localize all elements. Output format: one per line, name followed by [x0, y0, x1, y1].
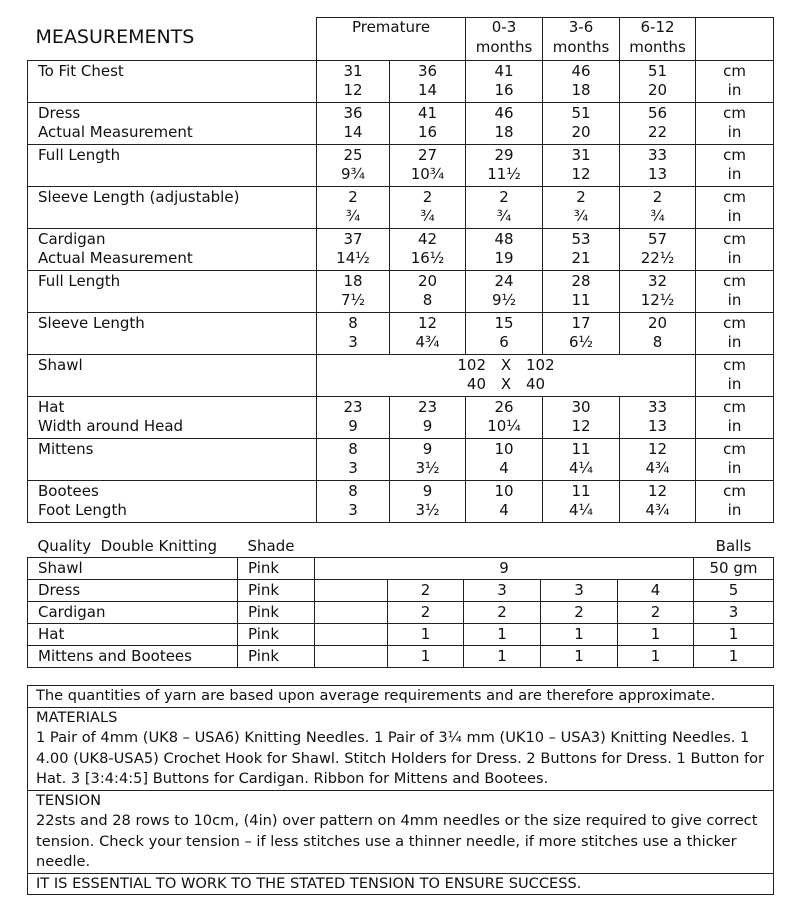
size-header-6-12: 6-12 months — [620, 18, 696, 61]
materials-section — [28, 707, 774, 790]
yarn-balls-value: 2 — [541, 602, 618, 624]
measurement-value: 26 10¼ — [466, 396, 543, 438]
measurement-value: 2 ¾ — [466, 186, 543, 228]
measurements-header-row — [28, 18, 774, 61]
measurement-label: Dress Actual Measurement — [28, 102, 317, 144]
measurement-unit: cm in — [696, 438, 774, 480]
measurement-value: 46 18 — [543, 60, 620, 102]
quantities-note: The quantities of yarn are based upon average requirements and are therefore approximate. — [28, 686, 774, 708]
tension-heading: TENSION — [36, 791, 102, 809]
measurement-value: 53 21 — [543, 228, 620, 270]
measurements-table — [27, 17, 774, 523]
measurement-value: 17 6½ — [543, 312, 620, 354]
measurement-row — [28, 228, 774, 270]
measurement-unit: cm in — [696, 396, 774, 438]
yarn-balls-value: 2 — [388, 580, 464, 602]
yarn-shade: Pink — [238, 646, 315, 668]
yarn-item-label: Dress — [28, 580, 238, 602]
measurement-unit: cm in — [696, 354, 774, 396]
measurement-value: 25 9¾ — [317, 144, 390, 186]
yarn-balls-value: 2 — [464, 602, 541, 624]
measurement-label: Full Length — [28, 144, 317, 186]
yarn-balls-value: 3 — [464, 580, 541, 602]
measurement-label: To Fit Chest — [28, 60, 317, 102]
yarn-spacer — [315, 624, 388, 646]
shade-label: Shade — [247, 537, 295, 555]
measurement-value: 18 7½ — [317, 270, 390, 312]
yarn-item-label: Cardigan — [28, 602, 238, 624]
measurement-label: Hat Width around Head — [28, 396, 317, 438]
measurement-row — [28, 144, 774, 186]
yarn-shade: Pink — [238, 624, 315, 646]
yarn-weight: 50 gm — [694, 558, 774, 580]
measurement-value: 42 16½ — [390, 228, 466, 270]
yarn-balls-value: 1 — [541, 624, 618, 646]
measurement-row — [28, 480, 774, 522]
measurement-row — [28, 186, 774, 228]
yarn-row — [28, 624, 774, 646]
measurement-row — [28, 102, 774, 144]
measurement-value: 23 9 — [317, 396, 390, 438]
measurement-value: 56 22 — [620, 102, 696, 144]
measurement-value: 8 3 — [317, 480, 390, 522]
measurement-row-shawl — [28, 354, 774, 396]
yarn-item-label: Mittens and Bootees — [28, 646, 238, 668]
yarn-balls-value: 3 — [541, 580, 618, 602]
measurement-row — [28, 312, 774, 354]
yarn-balls-value: 1 — [618, 646, 694, 668]
shawl-size-value: 102 X 102 40 X 40 — [317, 354, 696, 396]
measurement-value: 33 13 — [620, 144, 696, 186]
measurement-label: Full Length — [28, 270, 317, 312]
measurement-value: 20 8 — [390, 270, 466, 312]
yarn-balls-value: 1 — [388, 646, 464, 668]
measurement-label: Sleeve Length — [28, 312, 317, 354]
measurement-value: 51 20 — [620, 60, 696, 102]
measurement-row — [28, 438, 774, 480]
yarn-spacer — [315, 646, 388, 668]
size-header-0-3: 0-3 months — [466, 18, 543, 61]
measurement-label: Shawl — [28, 354, 317, 396]
measurement-row — [28, 270, 774, 312]
measurement-unit: cm in — [696, 186, 774, 228]
measurement-value: 12 4¾ — [620, 480, 696, 522]
measurement-value: 46 18 — [466, 102, 543, 144]
measurement-value: 23 9 — [390, 396, 466, 438]
size-header-3-6: 3-6 months — [543, 18, 620, 61]
measurement-value: 2 ¾ — [543, 186, 620, 228]
yarn-item-label: Hat — [28, 624, 238, 646]
measurement-unit: cm in — [696, 312, 774, 354]
yarn-spacer — [315, 602, 388, 624]
measurement-value: 12 4¾ — [390, 312, 466, 354]
measurement-value: 36 14 — [390, 60, 466, 102]
yarn-balls-value: 1 — [464, 646, 541, 668]
yarn-shade: Pink — [238, 602, 315, 624]
measurement-value: 8 3 — [317, 438, 390, 480]
measurement-value: 30 12 — [543, 396, 620, 438]
measurement-value: 10 4 — [466, 480, 543, 522]
measurement-value: 33 13 — [620, 396, 696, 438]
measurement-value: 41 16 — [466, 60, 543, 102]
yarn-row — [28, 580, 774, 602]
measurement-label: Bootees Foot Length — [28, 480, 317, 522]
materials-heading: MATERIALS — [36, 708, 118, 726]
measurement-value: 36 14 — [317, 102, 390, 144]
measurement-value: 32 12½ — [620, 270, 696, 312]
measurement-unit: cm in — [696, 228, 774, 270]
quality-label: Quality Double Knitting — [37, 537, 218, 555]
measurement-value: 41 16 — [390, 102, 466, 144]
info-box — [27, 685, 774, 895]
yarn-balls-value: 9 — [315, 558, 694, 580]
measurement-unit: cm in — [696, 480, 774, 522]
balls-label: Balls — [715, 537, 752, 555]
measurement-row — [28, 60, 774, 102]
measurement-value: 2 ¾ — [390, 186, 466, 228]
measurement-value: 2 ¾ — [620, 186, 696, 228]
measurement-row — [28, 396, 774, 438]
measurement-value: 10 4 — [466, 438, 543, 480]
measurement-value: 27 10¾ — [390, 144, 466, 186]
measurement-value: 15 6 — [466, 312, 543, 354]
measurement-unit: cm in — [696, 144, 774, 186]
tension-section — [28, 790, 774, 873]
yarn-balls-value: 4 — [618, 580, 694, 602]
yarn-balls-value: 1 — [694, 646, 774, 668]
measurement-label: Mittens — [28, 438, 317, 480]
yarn-balls-value: 1 — [388, 624, 464, 646]
measurement-value: 9 3½ — [390, 480, 466, 522]
size-header-premature: Premature — [317, 18, 466, 61]
measurement-value: 9 3½ — [390, 438, 466, 480]
measurement-value: 31 12 — [317, 60, 390, 102]
measurement-value: 31 12 — [543, 144, 620, 186]
yarn-row — [28, 602, 774, 624]
measurement-value: 29 11½ — [466, 144, 543, 186]
yarn-balls-value: 5 — [694, 580, 774, 602]
measurement-value: 12 4¾ — [620, 438, 696, 480]
yarn-balls-value: 3 — [694, 602, 774, 624]
yarn-balls-value: 2 — [388, 602, 464, 624]
yarn-balls-value: 1 — [618, 624, 694, 646]
essential-note: IT IS ESSENTIAL TO WORK TO THE STATED TENSION TO ENSURE SUCCESS. — [28, 873, 774, 895]
measurement-value: 57 22½ — [620, 228, 696, 270]
yarn-spacer — [315, 580, 388, 602]
measurement-value: 51 20 — [543, 102, 620, 144]
measurement-value: 11 4¼ — [543, 438, 620, 480]
measurement-value: 28 11 — [543, 270, 620, 312]
measurement-label: Cardigan Actual Measurement — [28, 228, 317, 270]
yarn-header-row — [28, 536, 774, 558]
yarn-row — [28, 646, 774, 668]
measurement-value: 20 8 — [620, 312, 696, 354]
measurement-unit: cm in — [696, 102, 774, 144]
measurement-value: 37 14½ — [317, 228, 390, 270]
yarn-shade: Pink — [238, 558, 315, 580]
measurements-title: MEASUREMENTS — [28, 18, 317, 61]
yarn-table — [27, 536, 774, 668]
tension-text: 22sts and 28 rows to 10cm, (4in) over pattern on 4mm needles or the size required to give correct tension. Check your tension – if less stitches use a thinner needle, if more stitches use a thicker needle. — [36, 812, 758, 870]
measurement-value: 2 ¾ — [317, 186, 390, 228]
measurement-value: 48 19 — [466, 228, 543, 270]
measurement-value: 11 4¼ — [543, 480, 620, 522]
yarn-balls-value: 2 — [618, 602, 694, 624]
unit-header — [696, 18, 774, 61]
yarn-row-shawl — [28, 558, 774, 580]
yarn-balls-value: 1 — [694, 624, 774, 646]
yarn-balls-value: 1 — [541, 646, 618, 668]
measurement-unit: cm in — [696, 270, 774, 312]
yarn-balls-value: 1 — [464, 624, 541, 646]
measurement-value: 24 9½ — [466, 270, 543, 312]
yarn-item-label: Shawl — [28, 558, 238, 580]
yarn-shade: Pink — [238, 580, 315, 602]
materials-text: 1 Pair of 4mm (UK8 – USA6) Knitting Needles. 1 Pair of 3¼ mm (UK10 – USA3) Knitting Needles. 1 4.00 (UK8-USA5) Crochet Hook for Shawl. Stitch Holders for Dress. 2 Buttons for Dress. 1 Button for Hat. 3 [3:4:4:5] Buttons for Cardigan. Ribbon for Mittens and Bootees. — [36, 729, 765, 787]
measurement-unit: cm in — [696, 60, 774, 102]
measurement-label: Sleeve Length (adjustable) — [28, 186, 317, 228]
measurement-value: 8 3 — [317, 312, 390, 354]
